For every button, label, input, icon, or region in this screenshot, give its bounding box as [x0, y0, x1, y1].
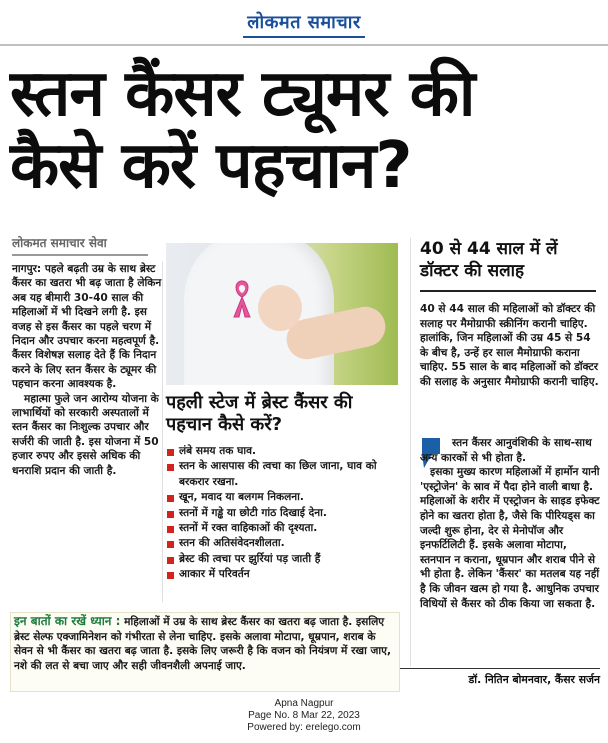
page-footer [0, 698, 608, 734]
list-item: आकार में परिवर्तन [166, 567, 402, 582]
footer-page-date: Page No. 8 Mar 22, 2023 [248, 710, 360, 721]
list-item: खून, मवाद या बलगम निकलना. [166, 490, 402, 505]
pink-ribbon-icon [230, 279, 254, 319]
photo-hand [258, 285, 302, 331]
byline: लोकमत समाचार सेवा [12, 234, 148, 256]
column-divider [162, 262, 163, 602]
column-1-para-2: महात्मा फुले जन आरोग्य योजना के लाभार्थियों को सरकारी अस्पतालों में स्तन कैंसर का निःशुल्क उपचार और सर्जरी की जाती है. इस योजना में 50 हजार रुपए और इससे अधिक की धनराशि प्रदान की जाती है. [12, 392, 159, 477]
author-signature: डॉ. नितिन बोमनवार, कैंसर सर्जन [468, 673, 600, 686]
column-3-body [420, 436, 600, 611]
list-item: लंबे समय तक घाव. [166, 444, 402, 459]
signature-rule [400, 668, 600, 669]
footer-edition: Apna Nagpur [274, 698, 334, 709]
article-photo [166, 243, 398, 385]
headline [10, 58, 600, 202]
heading-rule [420, 290, 596, 292]
list-item: स्तनों में रक्त वाहिकाओं की दृश्यता. [166, 521, 402, 536]
list-item: ब्रेस्ट की त्वचा पर झुर्रियां पड़ जाती हैं [166, 552, 402, 567]
tip-label: इन बातों का रखें ध्यान : [14, 614, 121, 628]
section-heading-doctor-advice: 40 से 44 साल में लें डॉक्टर की सलाह [420, 239, 558, 281]
column-3-para-1 [420, 302, 600, 390]
column-divider [410, 238, 411, 666]
column-1-body [12, 262, 162, 478]
masthead-rule [0, 44, 608, 46]
newspaper-brand: लोकमत समाचार [243, 10, 365, 38]
masthead [0, 0, 608, 46]
section-heading-detection: पहली स्टेज में ब्रेस्ट कैंसर की पहचान कैसे करें? [166, 392, 353, 435]
list-item: स्तन के आसपास की त्वचा का छिल जाना, घाव को बरकरार रखना. [166, 459, 402, 490]
column-1-para-1 [12, 262, 162, 392]
column-3-para-1-text: 40 से 44 साल की महिलाओं को डॉक्टर की सलाह पर मैमोग्राफी स्क्रीनिंग करानी चाहिए. हालांकि, जिन महिलाओं की उम्र 45 से 54 के बीच है, उन्हें हर साल मैमोग्राफी कराना चाहिए. 55 साल के बाद महिलाओं को डॉक्टर की सलाह के अनुसार मैमोग्राफी करानी चाहिए. [420, 303, 599, 388]
headline-line-2: कैसे करें पहचान? [10, 129, 412, 203]
tip-body: महिलाओं में उम्र के साथ ब्रेस्ट कैंसर का खतरा बढ़ जाता है. इसलिए ब्रेस्ट सेल्फ एक्जामिनेशन को गंभीरता से लेना चाहिए. इसके अलावा मोटापा, धूम्रपान, शराब के सेवन से भी कैंसर का खतरा बढ़ जाता है. इसके लिए जरूरी है कि वजन को नियंत्रण में रखा जाए, नशे की लत से बचा जाए और सही जीवनशैली अपनाई जाए. [14, 616, 392, 672]
tip-text [14, 614, 396, 673]
footer-powered-by: Powered by: erelego.com [247, 722, 361, 733]
headline-line-1: स्तन कैंसर ट्यूमर की [10, 57, 475, 131]
list-item: स्तन की अतिसंवेदनशीलता. [166, 536, 402, 551]
column-3-para-2: स्तन कैंसर आनुवंशिकी के साथ-साथ अन्य कारकों से भी होता है. [420, 437, 592, 464]
column-3-para-3: इसका मुख्य कारण महिलाओं में हार्मोन यानी 'एस्ट्रोजेन' के स्राव में पैदा होने वाली बाधा है. महिलाओं के शरीर में एस्ट्रोजन के साइड इफेक्ट होने का खतरा होता है, जैसे कि पीरियड्स का जल्दी शुरू होना, देर से मेनोपॉज और इनफर्टिलिटी हैं. इसके अलावा मोटापा, स्तनपान न कराना, धूम्रपान और शराब पीने से भी होता है. लेकिन 'कैंसर' का मतलब यह नहीं है कि जीवन खत्म हो गया है. आधुनिक उपचार विधियों से कैंसर को ठीक किया जा सकता है. [420, 466, 600, 610]
dateline: नागपुर: [12, 263, 42, 275]
list-item: स्तनों में गड्ढे या छोटी गांठ दिखाई देना. [166, 506, 402, 521]
column-1-para-1-text: पहले बढ़ती उम्र के साथ ब्रेस्ट कैंसर का खतरा भी बढ़ जाता है लेकिन अब यह बीमारी 30-40 साल की महिलाओं में भी दिखने लगी है. इस वजह से इस कैंसर का पहले चरण में निदान और उपचार करना महत्वपूर्ण है. कैंसर विशेषज्ञ सलाह देते हैं कि निदान करने के लिए स्तन कैंसर के ट्यूमर की पहचान करना आवश्यक है. [12, 263, 162, 391]
symptom-list [166, 444, 402, 583]
